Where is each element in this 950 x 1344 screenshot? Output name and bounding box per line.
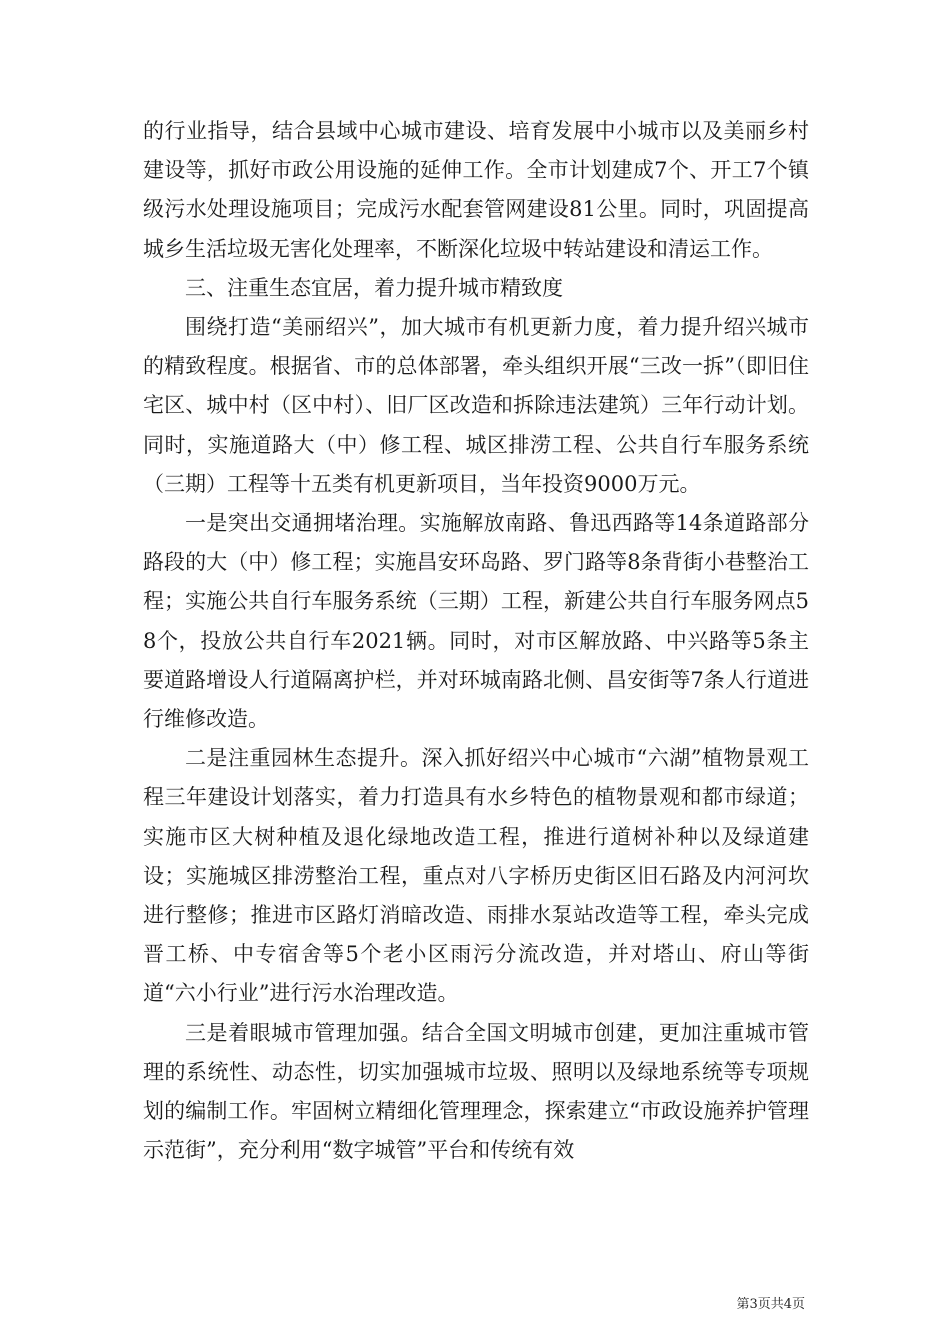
section-heading: 三、注重生态宜居，着力提升城市精致度	[185, 275, 563, 300]
paragraph-overview: 围绕打造“美丽绍兴”，加大城市有机更新力度，着力提升绍兴城市的精致程度。根据省、市的总体部署，牵头组织开展“三改一拆”（即旧住宅区、城中村（区中村）、旧厂区改造和拆除违法建筑）三年行动计划。同时，实施道路大（中）修工程、城区排涝工程、公共自行车服务系统（三期）工程等十五类有机更新项目，当年投资9000万元。	[143, 315, 809, 496]
page-number-footer: 第3页共4页	[736, 1297, 805, 1312]
paragraph-landscape: 二是注重园林生态提升。深入抓好绍兴中心城市“六湖”植物景观工程三年建设计划落实，着力打造具有水乡特色的植物景观和都市绿道；实施市区大树种植及退化绿地改造工程，推进行道树补种以及绿道建设；实施城区排涝整治工程，重点对八字桥历史街区旧石路及内河河坎进行整修；推进市区路灯消暗改造、雨排水泵站改造等工程，牵头完成晋工桥、中专宿舍等5个老小区雨污分流改造，并对塔山、府山等街道“六小行业”进行污水治理改造。	[143, 746, 809, 1006]
paragraph-traffic: 一是突出交通拥堵治理。实施解放南路、鲁迅西路等14条道路部分路段的大（中）修工程；实施昌安环岛路、罗门路等8条背街小巷整治工程；实施公共自行车服务系统（三期）工程，新建公共自行车服务网点58个，投放公共自行车2021辆。同时，对市区解放路、中兴路等5条主要道路增设人行道隔离护栏，并对环城南路北侧、昌安街等7条人行道进行维修改造。	[143, 511, 809, 732]
paragraph-management: 三是着眼城市管理加强。结合全国文明城市创建，更加注重城市管理的系统性、动态性，切实加强城市垃圾、照明以及绿地系统等专项规划的编制工作。牢固树立精细化管理理念，探索建立“市政设施养护管理示范街”，充分利用“数字城管”平台和传统有效	[143, 1020, 809, 1163]
document-body	[143, 112, 809, 1170]
paragraph-continuation: 的行业指导，结合县域中心城市建设、培育发展中小城市以及美丽乡村建设等，抓好市政公用设施的延伸工作。全市计划建成7个、开工7个镇级污水处理设施项目；完成污水配套管网建设81公里。同时，巩固提高城乡生活垃圾无害化处理率，不断深化垃圾中转站建设和清运工作。	[143, 119, 809, 261]
